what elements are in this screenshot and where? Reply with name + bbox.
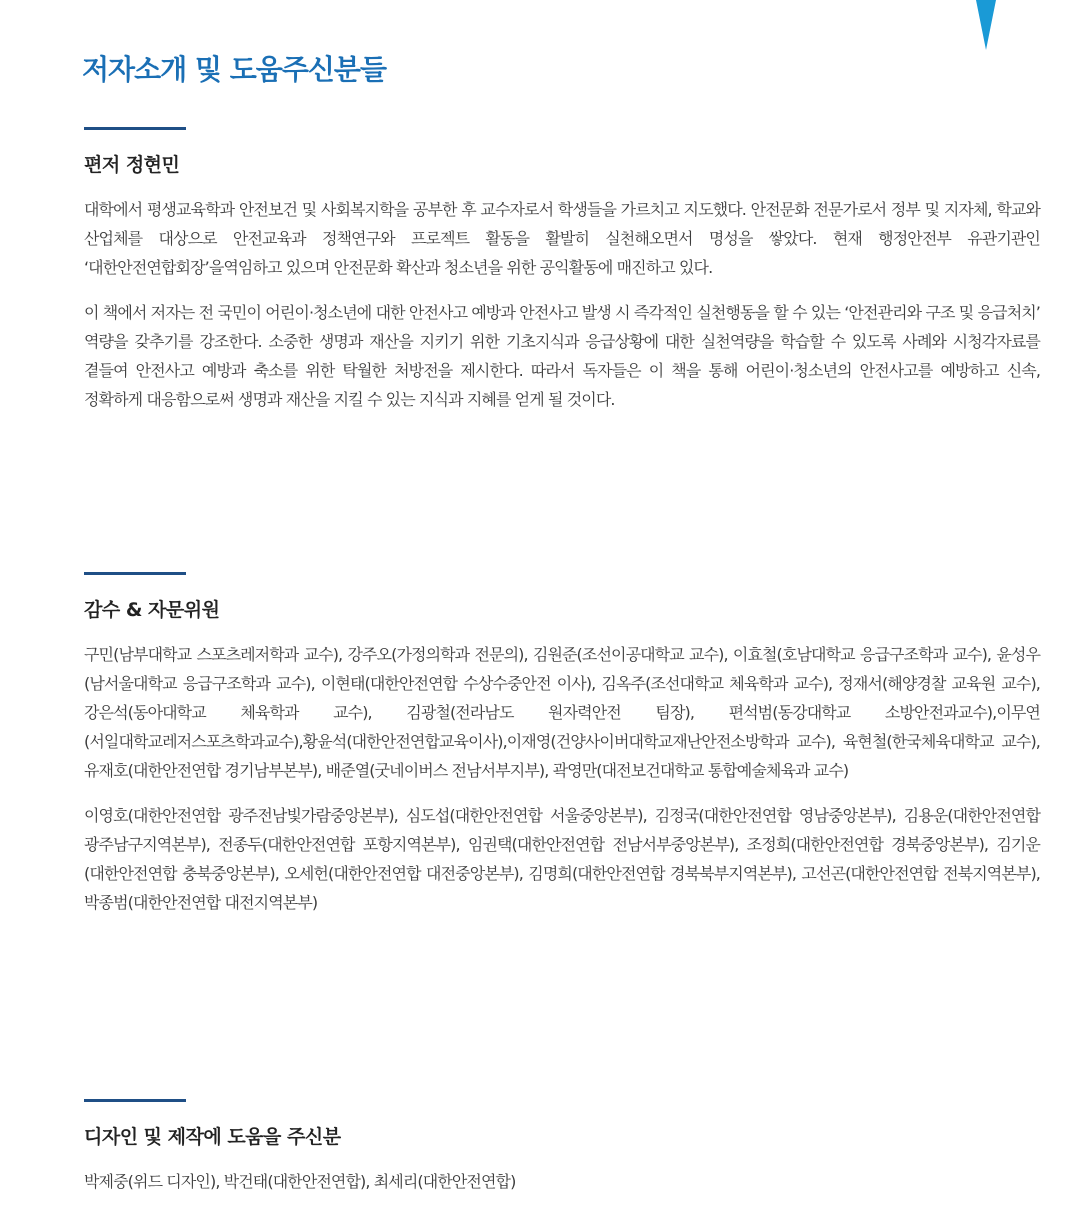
corner-triangle-mark <box>976 0 996 50</box>
design-credits-paragraph: 박제중(위드 디자인), 박건태(대한안전연합), 최세리(대한안전연합) <box>84 1172 516 1191</box>
advisors-list-paragraph: 구민(남부대학교 스포츠레저학과 교수), 강주오(가정의학과 전문의), 김원준(조선이공대학교 교수), 이효철(호남대학교 응급구조학과 교수), 윤성우(남서울대학교 응급구조학과 교수), 이현태(대한안전연합 수상수중안전 이사), 김옥주(조선대학교 체육학과 교수), 정재서(해양경찰 교육원 교수), 강은석(동아대학교 체육학과 교수), 김광철(전라남도 원자력안전 팀장), 편석범(동강대학교 소방안전과교수),이무연(서일대학교레저스포츠학과교수),황윤석(대한안전연합교육이사),이재영(건양사이버대학교재난안전소방학과 교수), 육현철(한국체육대학교 교수),유재호(대한안전연합 경기남부본부), 배준열(굿네이버스 전남서부지부), 곽영만(대전보건대학교 통합예술체육과 교수) <box>84 645 1040 780</box>
section-divider <box>84 572 186 575</box>
advisors-heading: 감수 & 자문위원 <box>84 599 220 621</box>
page-title: 저자소개 및 도움주신분들 <box>82 53 387 86</box>
author-heading: 편저 정현민 <box>84 154 180 176</box>
regional-advisors-paragraph: 이영호(대한안전연합 광주전남빛가람중앙본부), 심도섭(대한안전연합 서울중앙본부), 김정국(대한안전연합 영남중앙본부), 김용운(대한안전연합 광주남구지역본부), 전종두(대한안전연합 포항지역본부), 임권택(대한안전연합 전남서부중앙본부), 조정희(대한안전연합 경북중앙본부), 김기운(대한안전연합 충북중앙본부), 오세헌(대한안전연합 대전중앙본부), 김명희(대한안전연합 경북북부지역본부), 고선곤(대한안전연합 전북지역본부), 박종범(대한안전연합 대전지역본부) <box>84 806 1040 912</box>
design-credits-heading: 디자인 및 제작에 도움을 주신분 <box>84 1126 341 1148</box>
author-bio-paragraph: 대학에서 평생교육학과 안전보건 및 사회복지학을 공부한 후 교수자로서 학생들을 가르치고 지도했다. 안전문화 전문가로서 정부 및 지자체, 학교와 산업체를 대상으로 안전교육과 정책연구와 프로젝트 활동을 활발히 실천해오면서 명성을 쌓았다. 현재 행정안전부 유관기관인 ‘대한안전연합회장’을역임하고 있으며 안전문화 확산과 청소년을 위한 공익활동에 매진하고 있다. <box>84 200 1040 277</box>
author-section <box>84 127 1040 430</box>
book-description-paragraph: 이 책에서 저자는 전 국민이 어린이·청소년에 대한 안전사고 예방과 안전사고 발생 시 즉각적인 실천행동을 할 수 있는 ‘안전관리와 구조 및 응급처치’ 역량을 갖추기를 강조한다. 소중한 생명과 재산을 지키기 위한 기초지식과 응급상황에 대한 실천역량을 학습할 수 있도록 사례와 시청각자료를 곁들여 안전사고 예방과 축소를 위한 탁월한 처방전을 제시한다. 따라서 독자들은 이 책을 통해 어린이·청소년의 안전사고를 예방하고 신속, 정확하게 대응함으로써 생명과 재산을 지킬 수 있는 지식과 지혜를 얻게 될 것이다. <box>84 303 1040 409</box>
design-credits-section <box>84 1099 1040 1212</box>
advisors-section <box>84 572 1040 933</box>
section-divider <box>84 127 186 130</box>
section-divider <box>84 1099 186 1102</box>
